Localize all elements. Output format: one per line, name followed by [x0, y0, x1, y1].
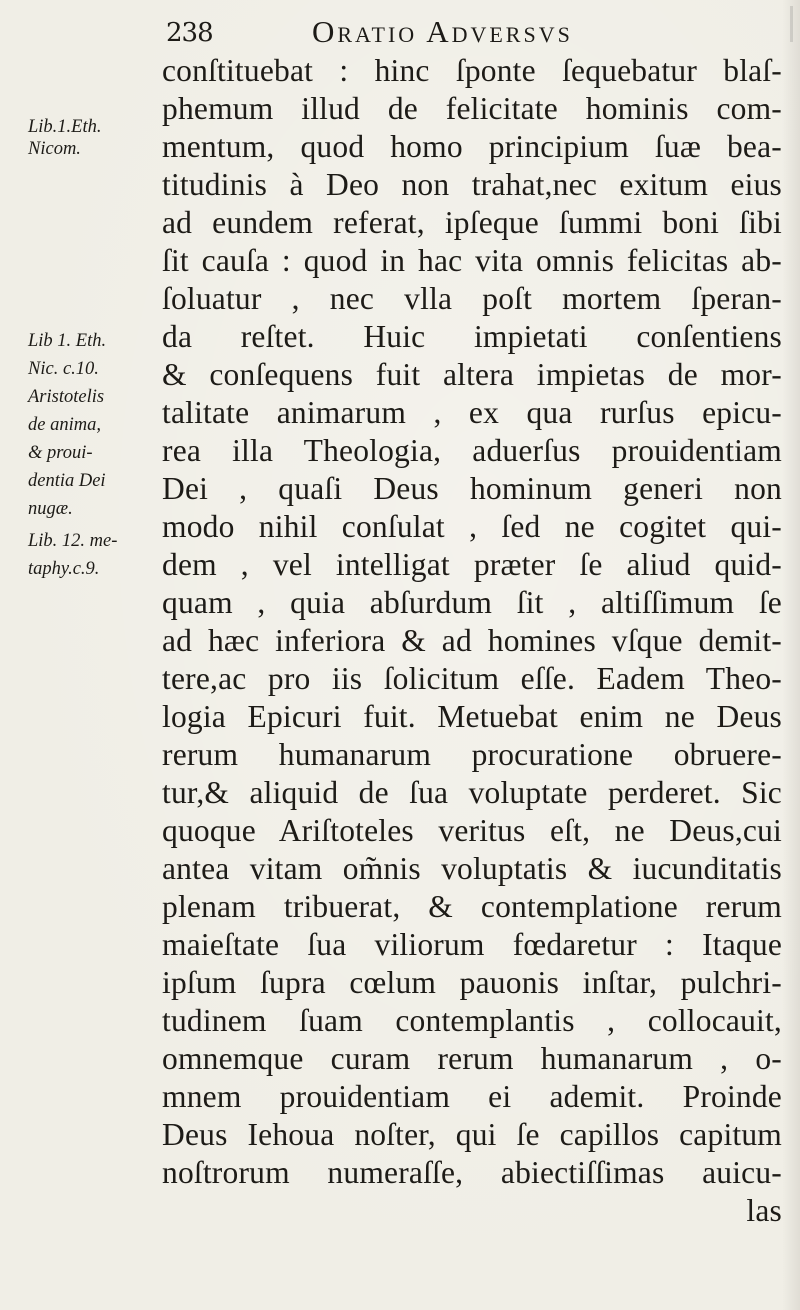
text-line: mentum, quod homo principium ſuæ bea- — [162, 129, 782, 164]
margin-note: nugæ. — [28, 499, 73, 519]
margin-note: Nicom. — [28, 139, 81, 159]
page-edge-mark — [790, 6, 793, 42]
text-line: omnemque curam rerum humanarum , o- — [162, 1041, 782, 1076]
text-line: ad hæc inferiora & ad homines vſque demit- — [162, 623, 782, 658]
text-line: & conſequens fuit altera impietas de mor- — [162, 357, 782, 392]
margin-note: Nic. c.10. — [28, 359, 99, 379]
text-line: tere,ac pro iis ſolicitum eſſe. Eadem Theo- — [162, 661, 782, 696]
margin-note: taphy.c.9. — [28, 559, 100, 579]
margin-note: Aristotelis — [28, 387, 105, 407]
text-line: ſoluatur , nec vlla poſt mortem ſperan- — [162, 281, 782, 316]
text-line: mnem prouidentiam ei ademit. Proinde — [162, 1079, 782, 1114]
text-line: antea vitam om̃nis voluptatis & iucunditatis — [162, 851, 782, 886]
text-line: Dei , quaſi Deus hominum generi non — [162, 471, 782, 506]
page-number: 238 — [166, 18, 213, 48]
text-line: conſtituebat : hinc ſponte ſequebatur blaſ- — [162, 53, 782, 88]
text-line: maieſtate ſua viliorum fœdaretur : Itaque — [162, 927, 782, 962]
text-line: ipſum ſupra cœlum pauonis inſtar, pulchri- — [162, 965, 782, 1000]
text-line: logia Epicuri fuit. Metuebat enim ne Deus — [162, 699, 782, 734]
text-line: da reſtet. Huic impietati conſentiens — [162, 319, 782, 354]
margin-note: dentia Dei — [28, 471, 106, 491]
text-line: quoque Ariſtoteles veritus eſt, ne Deus,cui — [162, 813, 782, 848]
margin-note: Lib.1.Eth. — [28, 117, 102, 137]
catchword: las — [746, 1193, 782, 1228]
margin-note: & proui- — [28, 443, 93, 463]
text-line: Deus Iehoua noſter, qui ſe capillos capitum — [162, 1117, 782, 1152]
text-line: phemum illud de felicitate hominis com- — [162, 91, 782, 126]
margin-note: Lib. 12. me- — [28, 531, 118, 551]
text-line: modo nihil conſulat , ſed ne cogitet qui- — [162, 509, 782, 544]
margin-note: de anima, — [28, 415, 101, 435]
margin-note: Lib 1. Eth. — [28, 331, 107, 351]
text-line: talitate animarum , ex qua rurſus epicu- — [162, 395, 782, 430]
running-head: Oratio Adversvs — [312, 14, 573, 49]
text-line: plenam tribuerat, & contemplatione rerum — [162, 889, 782, 924]
text-line: rea illa Theologia, aduerſus prouidentiam — [162, 433, 782, 468]
text-line: ad eundem referat, ipſeque ſummi boni ſibi — [162, 205, 782, 240]
text-line: tur,& aliquid de ſua voluptate perderet. Sic — [162, 775, 782, 810]
text-line: ſit cauſa : quod in hac vita omnis felicitas ab- — [162, 243, 782, 278]
text-line: tudinem ſuam contemplantis , collocauit, — [162, 1003, 782, 1038]
text-line: quam , quia abſurdum ſit , altiſſimum ſe — [162, 585, 782, 620]
text-line: dem , vel intelligat præter ſe aliud quid- — [162, 547, 782, 582]
text-line: rerum humanarum procuratione obruere- — [162, 737, 782, 772]
text-line: noſtrorum numeraſſe, abiectiſſimas auicu- — [162, 1155, 782, 1190]
text-line: titudinis à Deo non trahat,nec exitum eius — [162, 167, 782, 202]
